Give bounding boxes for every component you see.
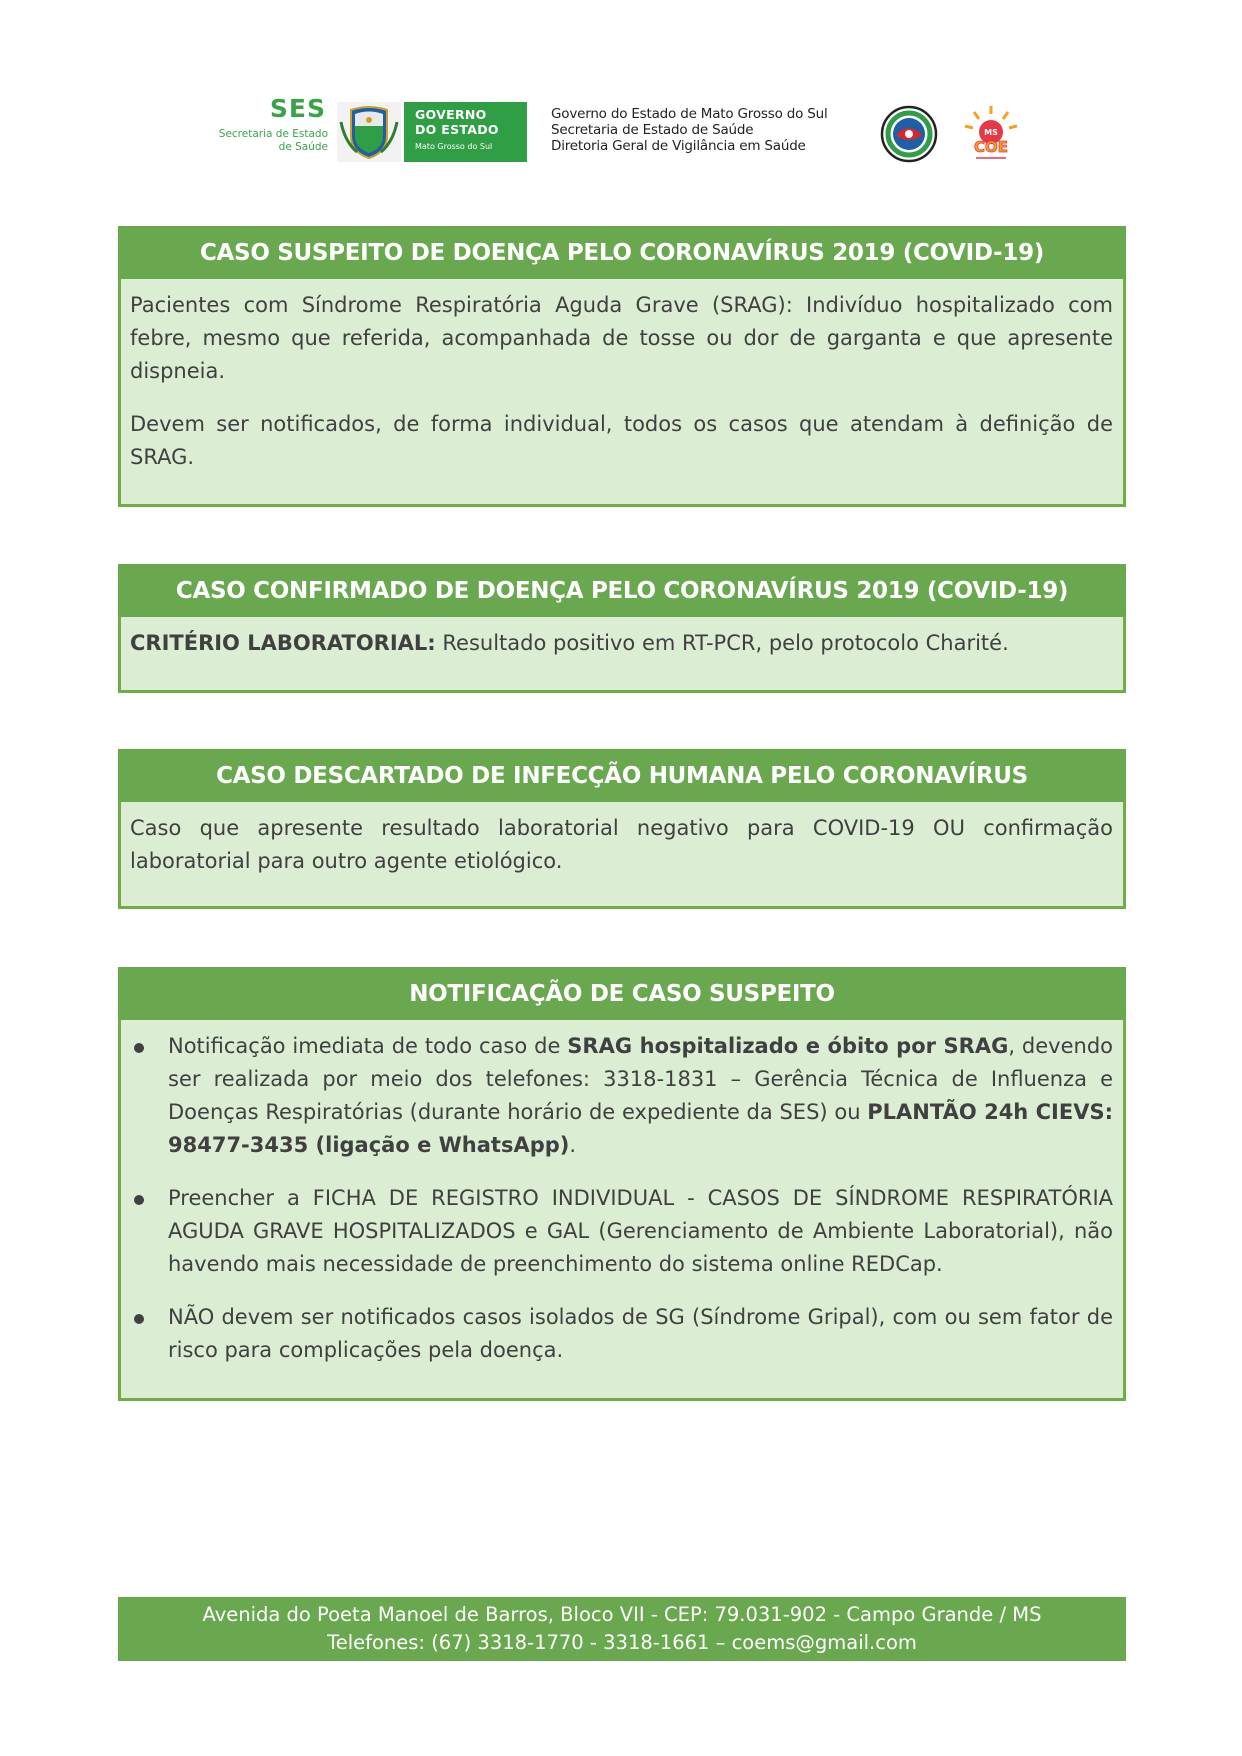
suspected-case-body xyxy=(121,279,1123,486)
confirmed-case-criterion xyxy=(130,627,1113,660)
confirmed-case-criterion-text: Resultado positivo em RT-PCR, pelo protocolo Charité. xyxy=(435,631,1009,655)
list-item xyxy=(130,1301,1113,1367)
header-line-governo: Governo do Estado de Mato Grosso do Sul xyxy=(551,106,828,122)
document-header xyxy=(0,96,1242,176)
ses-logo-sub-line1: Secretaria de Estado xyxy=(218,128,328,140)
footer-contacts: Telefones: (67) 3318-1770 - 3318-1661 – coems@gmail.com xyxy=(327,1631,917,1654)
notification-item2-text: Preencher a FICHA DE REGISTRO INDIVIDUAL - CASOS DE SÍNDROME RESPIRATÓRIA AGUDA GRAVE HOSPITALIZADOS e GAL (Gerenciamento de Ambiente Laboratorial), não havendo mais necessidade de preenchimento do sistema online REDCap. xyxy=(168,1186,1113,1276)
coe-logo-text: COE xyxy=(973,138,1009,156)
bullet-icon xyxy=(134,1043,144,1053)
governo-logo-line2: DO ESTADO xyxy=(415,122,499,137)
discarded-case-body xyxy=(121,802,1123,890)
notification-item3-text: NÃO devem ser notificados casos isolados de SG (Síndrome Gripal), com ou sem fator de risco para complicações pela doença. xyxy=(168,1305,1113,1362)
coe-logo-prefix: MS xyxy=(984,128,998,137)
bullet-icon xyxy=(134,1314,144,1324)
governo-logo-line3: Mato Grosso do Sul xyxy=(415,142,493,151)
notification-box xyxy=(118,967,1126,1401)
header-line-secretaria: Secretaria de Estado de Saúde xyxy=(551,122,754,138)
discarded-case-title: CASO DESCARTADO DE INFECÇÃO HUMANA PELO CORONAVÍRUS xyxy=(118,749,1126,802)
footer-address: Avenida do Poeta Manoel de Barros, Bloco VII - CEP: 79.031-902 - Campo Grande / MS xyxy=(202,1603,1042,1626)
notification-list xyxy=(130,1030,1113,1367)
header-institution-text xyxy=(551,106,828,154)
ses-logo-subtitle xyxy=(204,128,328,154)
confirmed-case-criterion-label: CRITÉRIO LABORATORIAL: xyxy=(130,631,436,655)
discarded-case-box xyxy=(118,749,1126,909)
confirmed-case-title: CASO CONFIRMADO DE DOENÇA PELO CORONAVÍRUS 2019 (COVID-19) xyxy=(118,564,1126,617)
confirmed-case-box xyxy=(118,564,1126,693)
notification-item1-text-c: , devendo ser realizada por meio dos telefones: 3318-1831 – Gerência Técnica de Influenza e Doenças Respiratórias (durante horário de expediente da SES) ou xyxy=(168,1034,1113,1124)
suspected-case-box xyxy=(118,226,1126,507)
notification-item1-text-a: Notificação imediata de todo caso de xyxy=(168,1034,568,1058)
vigilancia-seal-icon xyxy=(880,105,938,163)
state-coat-of-arms-icon xyxy=(337,102,401,162)
notification-title: NOTIFICAÇÃO DE CASO SUSPEITO xyxy=(118,967,1126,1020)
header-line-diretoria: Diretoria Geral de Vigilância em Saúde xyxy=(551,138,806,154)
suspected-case-notification-note: Devem ser notificados, de forma individual, todos os casos que atendam à definição de SRAG. xyxy=(130,412,1113,469)
notification-body xyxy=(121,1020,1123,1379)
list-item xyxy=(130,1030,1113,1162)
notification-item1-text-e: . xyxy=(569,1133,577,1157)
governo-logo xyxy=(404,102,527,162)
discarded-case-definition: Caso que apresente resultado laboratorial negativo para COVID-19 OU confirmação laboratorial para outro agente etiológico. xyxy=(130,816,1113,873)
ses-logo-sub-line2: de Saúde xyxy=(278,141,328,153)
list-item xyxy=(130,1182,1113,1281)
suspected-case-title: CASO SUSPEITO DE DOENÇA PELO CORONAVÍRUS 2019 (COVID-19) xyxy=(118,226,1126,279)
ses-logo xyxy=(204,96,328,168)
notification-item1-bold-srag: SRAG hospitalizado e óbito por SRAG xyxy=(567,1034,1009,1058)
notification-item1-bold-plantao: PLANTÃO 24h CIEVS: 98477-3435 (ligação e WhatsApp) xyxy=(168,1100,1113,1157)
confirmed-case-body xyxy=(121,617,1123,672)
bullet-icon xyxy=(134,1195,144,1205)
suspected-case-definition: Pacientes com Síndrome Respiratória Aguda Grave (SRAG): Indivíduo hospitalizado com febre, mesmo que referida, acompanhada de tosse ou dor de garganta e que apresente dispneia. xyxy=(130,293,1113,383)
document-footer xyxy=(118,1597,1126,1661)
coe-ms-logo-icon xyxy=(962,104,1020,162)
governo-logo-line1: GOVERNO xyxy=(415,107,487,122)
ses-logo-word: SES xyxy=(269,94,326,123)
